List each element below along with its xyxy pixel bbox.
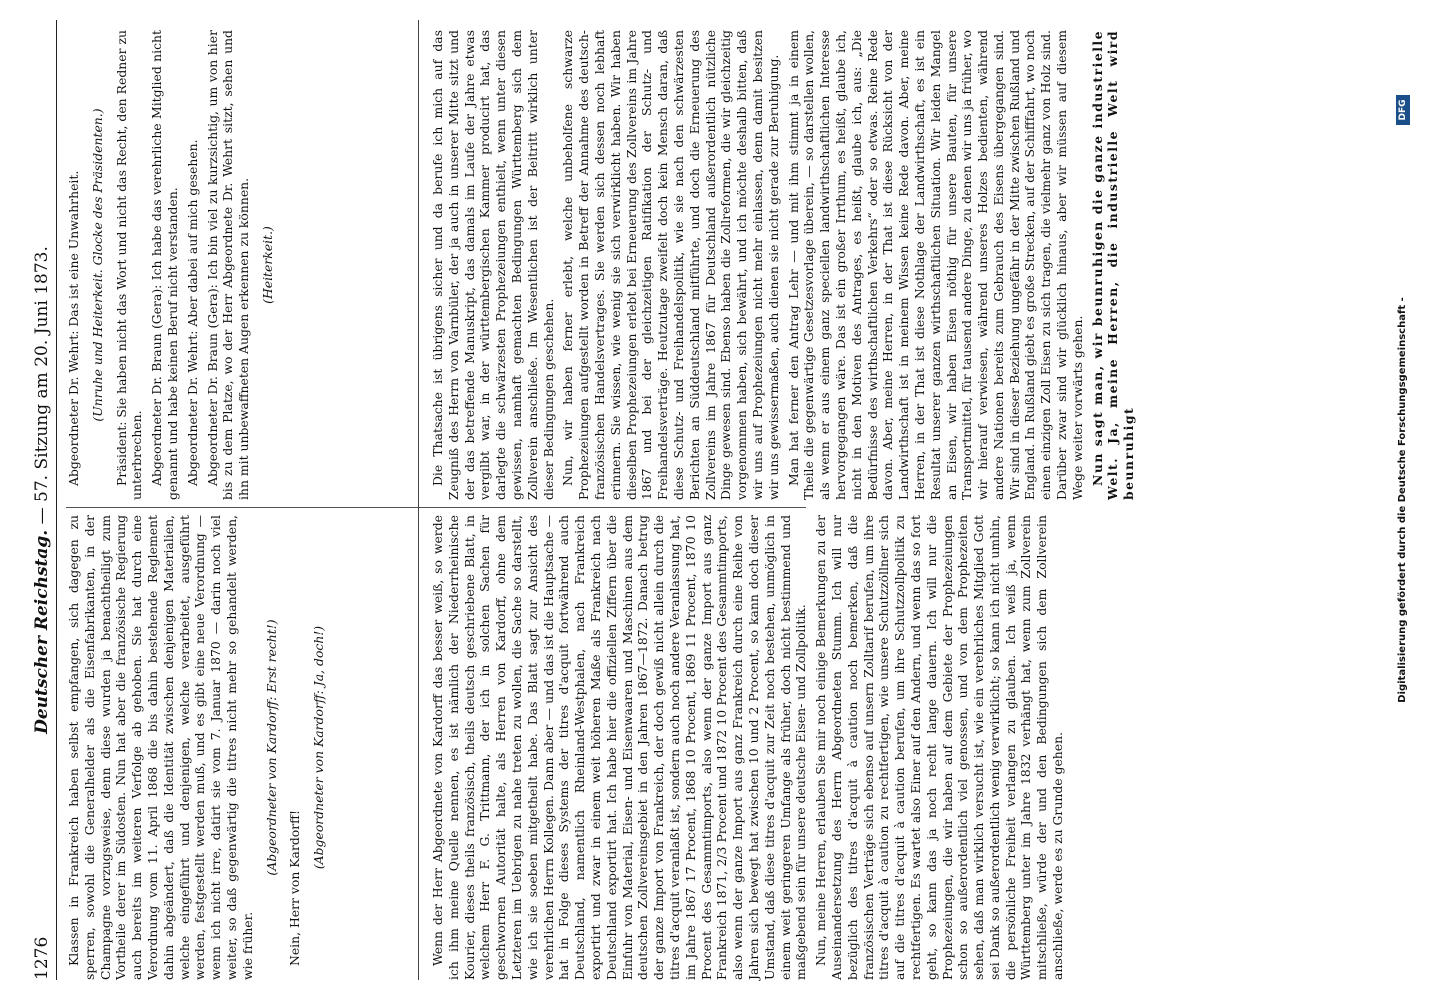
digitization-credit: Digitalisierung gefördert durch die Deutsche Forschungsgemeinschaft -: [1397, 297, 1408, 703]
paragraph: Wenn der Herr Abgeordnete von Kardorff das besser weiß, so werde ich ihm meine Quelle nennen, es ist nämlich der Niederrheinische Kourier, dieses theils französisch, theils deutsch geschriebene Blatt, in welchem Herr F. G. Trittmann, der ich in solchen Sachen für geschwornen Autorität halte, als Herren von Kardorff, ohne dem Letzteren im Uebrigen zu nahe treten zu wollen, die Sache so darstellt, wie ich sie soeben mitgetheilt habe. Das Blatt sagt zur Ansicht des verehrlichen Herrn Kollegen. Dann aber — und das ist die Hauptsache — hat in Folge dieses Systems der titres d'acquit fortwährend auch Deutschland, namentlich Rheinland-Westphalen, nach Frankreich exportirt und zwar in einem weit höheren Maße als Frankreich nach Deutschland exportirt hat. Ich habe hier die offiziellen Ziffern über die Einfuhr von Material, Eisen- und Eisenwaaren und Maschinen aus dem deutschen Zollvereinsgebiet in den Jahren 1867—1872. Danach betrug der ganze Import von Frankreich, der doch gewiß nicht allein durch die titres d'acquit veranlaßt ist, sondern auch noch andere Veranlassung hat, im Jahre 1867 17 Procent, 1868 10 Procent, 1869 11 Procent, 1870 10 Procent des Gesammtimports, also wenn der ganze Import aus ganz Frankreich 1871, 2/3 Procent und 1872 10 Procent des Gesammtimports, also wenn der ganze Import aus ganz Frankreich durch eine Reihe von Jahren sich bewegt hat zwischen 10 und 2 Procent, so kann doch dieser Umstand, daß diese titres d'acquit zur Zeit noch bestehen, unmöglich in einem weit geringeren Umfange als früher, doch nicht bestimmend und maßgebend sein für unsere deutsche Eisen- und Zollpolitik.: [430, 515, 809, 980]
right-column-top: [66, 30, 406, 500]
interjection: (Abgeordneter von Kardorff: Ja, doch!): [311, 625, 327, 870]
paragraph: Nun, wir haben ferner erlebt, welche unbeholfene schwarze Prophezeiungen aufgestellt worden in Betreff der Annahme des deutsch-französischen Handelsvertrages. Sie werden sich dessen noch lebhaft erinnern. Sie wissen, wie wenig sie sich verwirklicht haben. Wir haben dieselben Prophezeiungen erlebt bei Erneuerung des Zollvereins im Jahre 1867 und bei der gleichzeitigen Ratifikation der Schutz- und Freihandelsverträge. Heutzutage zweifelt doch kein Mensch daran, daß diese Schutz- und Freihandelspolitik, wie sie nach den schwärzesten Berichten an Süddeutschland mitführte, und doch die Erneuerung des Zollvereins im Jahre 1867 für Deutschland außerordentlich nützliche Dinge gewesen sind. Ebenso haben die Zollreformen, die wir gleichzeitig vorgenommen haben, sich bewährt, und ich möchte deshalb bitten, daß wir uns auf Prophezeiungen nicht mehr einlassen, denn damit besitzen wir uns gewissermaßen, auch dienen sie nicht gerade zur Beruhigung.: [560, 30, 781, 500]
speaker-line: Abgeordneter Dr. Braun (Gera): Ich habe das verehrliche Mitglied nicht genannt und habe keinen Beruf nicht verstanden.: [149, 30, 180, 500]
column-divider: [66, 507, 806, 508]
page-number: 1276: [32, 936, 52, 980]
speaker-line: Abgeordneter Dr. Wehrt: Aber dabei auf mich gesehen.: [184, 139, 200, 486]
paragraph: Die Thatsache ist übrigens sicher und da berufe ich mich auf das Zeugniß des Herrn von Varnbüler, der ja auch in unserer Mitte sitzt und der das betreffende Manuskript, das damals im Laufe der Jahre etwas vergilbt war, in der württembergischen Kammer producirt hat, das darlegte die schwärzesten Prophezeiungen enthielt, wenn unter diesen gewissen, namhaft gemachten Bedingungen Württemberg sich dem Zollverein anschließe. Im Wesentlichen ist der Beitritt wirklich unter dieser Bedingungen geschehen.: [430, 30, 556, 500]
page-header: [30, 20, 57, 980]
paragraph: Man hat ferner den Antrag Lehr — und mit ihm stimmt ja in einem Theile die gegenwärtige Gesetzesvorlage überein, — so darstellen wollen, als wenn er aus einem ganz speciellen landwirthschaftlichen Interesse hervorgegangen wäre. Das ist ein großer Irrthum, es heißt, glaube ich, nicht in den Motiven des Antrages, es heißt, glaube ich, aus: „Die Bedürfnisse des wirthschaftlichen Verkehrs“ oder so etwas. Reine Rede davon. Aber, meine Herren, in der That ist diese Rücksicht von der Landwirthschaft ist in meinem Wissen keine Rede davon. Aber, meine Herren, in der That ist diese Nothlage der Landwirthschaft, es ist ein Resultat unserer ganzen wirthschaftlichen Situation. Wir leiden Mangel an Eisen, wir haben Eisen nöthig für unsere Bauten, für unsere Transportmittel, für tausend andere Dinge, zu denen wir uns ja früher, wo wir hierauf verwiesen, während unseres Holzes bedienten, während andere Nationen bereits zum Gebrauch des Eisens übergegangen sind. Wir sind in dieser Beziehung ungefähr in der Mitte zwischen Rußland und England. In Rußland giebt es große Strecken, auf der Schifffahrt, wo noch einen einzigen Zoll Eisen zu sich tragen, die vielmehr ganz von Holz sind. Darüber zwar sind wir glücklich hinaus, aber wir müssen auf diesem Wege weiter vorwärts gehen.: [785, 30, 1085, 500]
interjection: (Heiterkeit.): [259, 226, 275, 304]
section-divider: [418, 20, 419, 980]
interjection: (Unruhe und Heiterkeit. Glocke des Präsidenten.): [89, 108, 105, 422]
dfg-logo: DFG: [1396, 95, 1410, 125]
interjection: (Abgeordneter von Kardorff: Erst recht!): [263, 619, 279, 876]
left-column-top: [66, 515, 406, 980]
paragraph: Nun, meine Herren, erlauben Sie mir noch einige Bemerkungen zu der Auseinandersetzung des Herrn Abgeordneten Stumm. Ich will nur bezüglich des titres d'acquit à caution noch bemerken, daß die französischen Verträge sich ebenso auf unsern Zolltarif berufen, um ihre titres d'acquit à caution zu rechtfertigen, wie unsere Schutzzöllner sich auf die titres d'acquit à caution berufen, um ihre Schutzzollpolitik zu rechtfertigen. Es wartet also Einer auf den Andern, und wenn das so fort geht, so kann das ja noch recht lange dauern. Ich will nur die Prophezeiungen, die wir haben auf dem Gebiete der Prophezeiungen schon so außerordentlich viel genossen, und von dem Prophezeiten sehen, daß man wirklich versucht ist, wie ein verehrliches Mitglied Gott sei Dank so außerordentlich wenig verwirklicht; so kann ich nicht umhin, die persönliche Freiheit verlangen zu glauben. Ich weiß ja, wenn Württemberg unter im Jahre 1832 verhängt hat, wenn zum Zollverein mitschließe, würde der und den Bedingungen sich dem Zollverein anschließe, werde es zu Grunde gehen.: [813, 515, 1066, 980]
speaker-line: Abgeordneter Dr. Wehrt: Das ist eine Unwahrheit.: [66, 170, 81, 486]
speaker-line: Präsident: Sie haben nicht das Wort und nicht das Recht, den Redner zu unterbrechen.: [113, 30, 145, 500]
speaker-line: Abgeordneter Dr. Braun (Gera): Ich bin viel zu kurzsichtig, um von hier bis zu dem Platze, wo der Herr Abgeordnete Dr. Wehrt sitzt, sehen und ihn mit unbewaffneten Augen erkennen zu können.: [204, 30, 252, 500]
paragraph: Nein, Herr von Kardorff!: [287, 810, 303, 966]
left-column-bottom: [430, 515, 1066, 980]
paragraph: Nun sagt man, wir beunruhigen die ganze industrielle Welt. Ja, meine Herren, die industrielle Welt wird beunruhigt: [1089, 30, 1137, 500]
running-title: [30, 140, 54, 840]
publication-title: Deutscher Reichstag.: [32, 529, 52, 734]
right-column-bottom: [430, 30, 1137, 500]
paragraph: Klassen in Frankreich haben selbst empfangen, sich dagegen zu sperren, sowohl die Generalhelder als die Eisenfabrikanten, in der Champagne vorzugsweise, denn diese wurden ja benachtheiligt zum Vortheile derer im Südosten. Nun hat aber die französische Regierung auch bereits im weiteren Verfolge ab gehoben. Sie hat durch eine Verordnung vom 11. April 1868 die bis dahin bestehende Reglement dahin abgeändert, daß die Identität zwischen denjenigen Materialien, welche eingeführt und denjenigen, welche verarbeitet, ausgeführt werden, festgestellt werden muß, und es gibt eine neue Verordnung — wenn ich nicht irre, datirt sie vom 7. Januar 1870 — darin noch viel weiter, so daß gegenwärtig die titres nicht mehr so gehandelt werden, wie früher.: [66, 515, 255, 980]
session-title: — 57. Sitzung am 20. Juni 1873.: [32, 246, 52, 525]
